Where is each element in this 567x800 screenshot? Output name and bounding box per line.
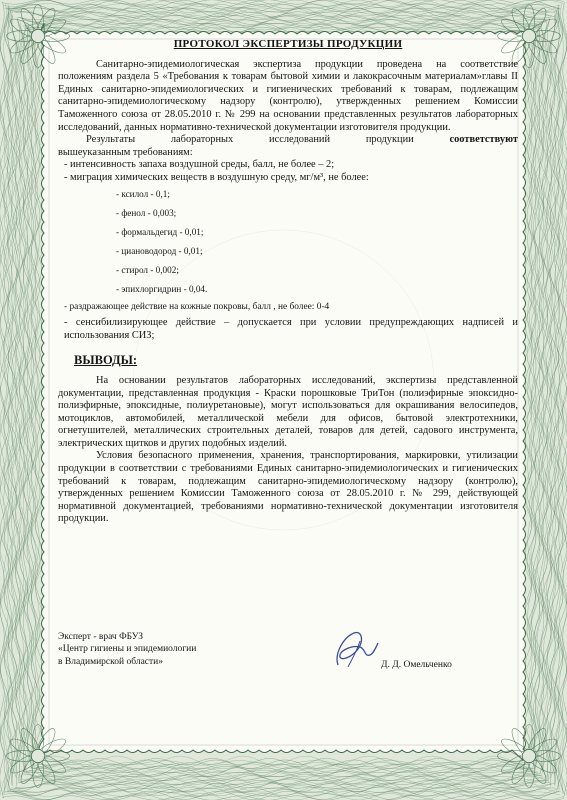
irritation-line: - раздражающее действие на кожные покровы, балл , не более: 0-4 [64, 301, 330, 312]
results-word-4: продукции [365, 134, 414, 146]
expert-line: в Владимирской области» [58, 656, 163, 667]
results-word-5: соответствуют [449, 134, 518, 146]
sensitizing-line: - сенсибилизирующее действие – допускается при условии предупреждающих надписей и использования СИЗ; [64, 317, 518, 341]
expert-name: Д. Д. Омельченко [381, 660, 452, 670]
expert-line: «Центр гигиены и эпидемиологии [58, 644, 197, 655]
protocol-body [58, 36, 518, 526]
requirement-item: - интенсивность запаха воздушной среды, балл, не более – 2; [64, 159, 335, 171]
substance-item: - циановодород - 0,01; [116, 245, 203, 256]
substance-item: - стирол - 0,002; [116, 264, 179, 275]
requirement-item: - миграция химических веществ в воздушную среду, мг/м³, не более: [64, 171, 369, 183]
substances-list [116, 185, 518, 299]
expert-affiliation [58, 631, 196, 668]
conclusions-heading: ВЫВОДЫ: [74, 353, 138, 368]
substance-item: - формальдегид - 0,01; [116, 226, 204, 237]
results-word-3: исследований [269, 134, 331, 146]
results-line [58, 134, 518, 147]
handwritten-signature [330, 627, 382, 673]
substance-item: - фенол - 0,003; [116, 207, 177, 218]
protocol-title: ПРОТОКОЛ ЭКСПЕРТИЗЫ ПРОДУКЦИИ [173, 38, 403, 50]
results-word-2: лабораторных [170, 134, 234, 146]
results-line-2: вышеуказанным требованиям: [58, 146, 193, 158]
expert-line: Эксперт - врач ФБУЗ [58, 632, 144, 642]
substance-item: - эпихлоргидрин - 0,04. [116, 283, 208, 294]
substance-item: - ксилол - 0,1; [116, 188, 170, 199]
intro-paragraph: Санитарно-эпидемиологическая экспертиза продукции проведена на соответствие положениям раздела 5 «Требования к товарам бытовой химии и лакокрасочным материалам»главы II Единых санитарно-эпидемиологических и гигиенических требований к товарам, подлежащим санитарно-эпидемиологическому надзору (контролю), утвержденных решением Комиссии Таможенного союза от 28.05.2010 г. № 299 на основании представленных результатов лабораторных исследований, данных нормативно-технической документации изготовителя продукции. [58, 58, 518, 133]
requirements-list [64, 159, 518, 184]
conclusion-paragraph-2: Условия безопасного применения, хранения, транспортирования, маркировки, утилизации продукции в соответствии с требованиями Единых санитарно-эпидемиологических и гигиенических требований к товарам, подлежащим санитарно-эпидемиологическому надзору (контролю), утвержденных решением Комиссии Таможенного союза от 28.05.2010 г. № 299, действующей нормативной документацией, требованиями нормативно-технической документации изготовителя продукции. [58, 450, 518, 525]
conclusion-paragraph-1: На основании результатов лабораторных исследований, экспертизы представленной документации, представленная продукция - Краски порошковые ТриТон (полиэфирные эпоксидно-полиэфирные, эпоксидные, полиуретановые), могут использоваться для окрашивания велосипедов, мотоциклов, автомобилей, металлической мебели для офисов, бытовой электротехники, огнетушителей, металлических строительных деталей, товаров для детей, садового инструмента, электрических щитков и других подобных изделий. [58, 374, 518, 449]
results-word-1: Результаты [86, 134, 136, 146]
